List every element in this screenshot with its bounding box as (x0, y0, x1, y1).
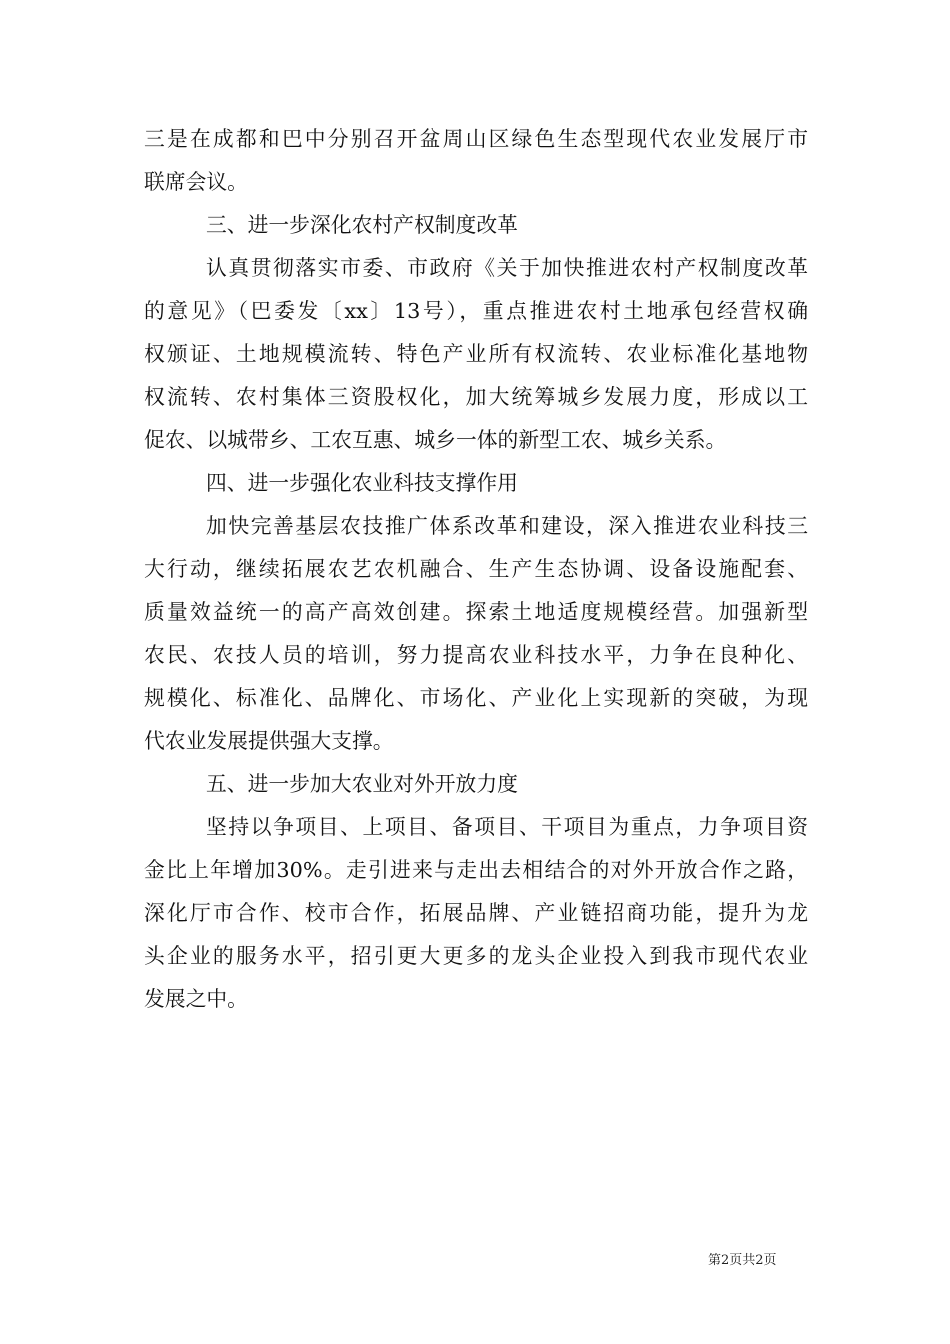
paragraph-line: 促农、以城带乡、工农互惠、城乡一体的新型工农、城乡关系。 (144, 428, 727, 452)
page-number-footer: 第2页共2页 (708, 1253, 777, 1268)
paragraph-line: 质量效益统一的高产高效创建。探索土地适度规模经营。加强新型 (144, 600, 808, 624)
paragraph-line: 加快完善基层农技推广体系改革和建设，深入推进农业科技三 (206, 514, 808, 538)
paragraph-line: 三是在成都和巴中分别召开盆周山区绿色生态型现代农业发展厅市 (144, 127, 808, 151)
paragraph-line: 发展之中。 (144, 987, 248, 1011)
section-heading: 三、进一步深化农村产权制度改革 (206, 213, 518, 237)
paragraph-line: 大行动，继续拓展农艺农机融合、生产生态协调、设备设施配套、 (144, 557, 808, 581)
paragraph-line: 头企业的服务水平，招引更大更多的龙头企业投入到我市现代农业 (144, 944, 808, 968)
paragraph-line: 联席会议。 (144, 170, 248, 194)
document-body (144, 118, 808, 1021)
paragraph-line: 权颁证、土地规模流转、特色产业所有权流转、农业标准化基地物 (144, 342, 808, 366)
paragraph-line: 规模化、标准化、品牌化、市场化、产业化上实现新的突破，为现 (144, 686, 808, 710)
paragraph-line: 坚持以争项目、上项目、备项目、干项目为重点，力争项目资 (206, 815, 808, 839)
paragraph-line: 权流转、农村集体三资股权化，加大统筹城乡发展力度，形成以工 (144, 385, 808, 409)
paragraph-line: 代农业发展提供强大支撑。 (144, 729, 394, 753)
paragraph-line: 认真贯彻落实市委、市政府《关于加快推进农村产权制度改革 (206, 256, 808, 280)
paragraph-line: 金比上年增加30%。走引进来与走出去相结合的对外开放合作之路， (144, 858, 808, 882)
section-heading: 五、进一步加大农业对外开放力度 (206, 772, 518, 796)
paragraph-line: 农民、农技人员的培训，努力提高农业科技水平，力争在良种化、 (144, 643, 808, 667)
paragraph-line: 深化厅市合作、校市合作，拓展品牌、产业链招商功能，提升为龙 (144, 901, 808, 925)
section-heading: 四、进一步强化农业科技支撑作用 (206, 471, 518, 495)
paragraph-line: 的意见》（巴委发〔xx〕13号），重点推进农村土地承包经营权确 (144, 299, 808, 323)
